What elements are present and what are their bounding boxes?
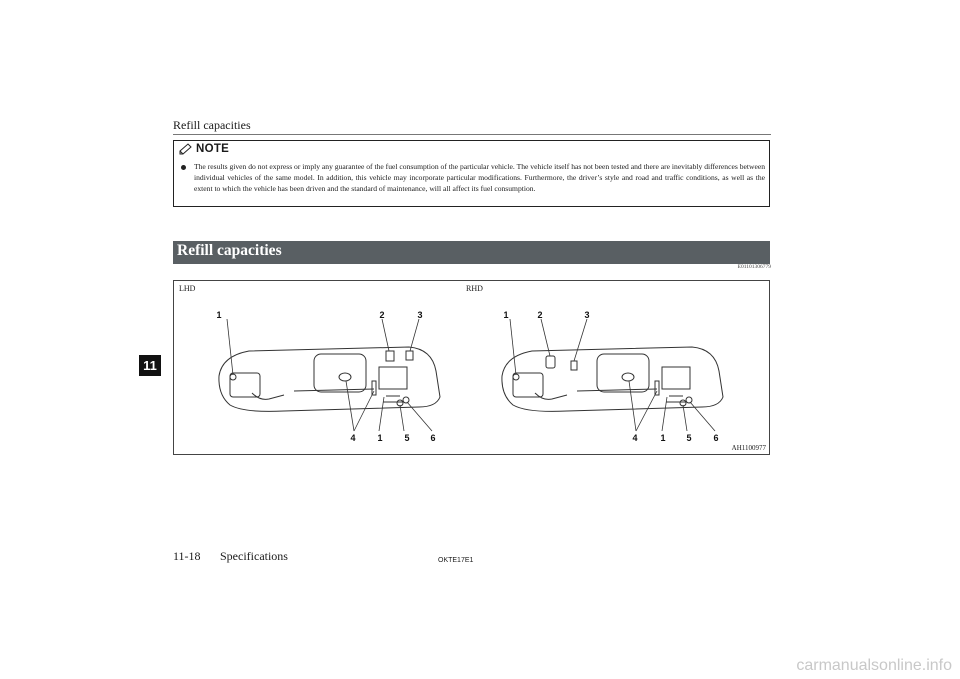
note-heading — [179, 143, 229, 155]
lhd-label: LHD — [179, 284, 196, 293]
lhd-callout-bottom-6: 6 — [430, 433, 436, 443]
page-number: 11-18 — [173, 549, 201, 563]
rhd-callout-bottom-1: 1 — [660, 433, 666, 443]
watermark: carmanualsonline.info — [796, 657, 952, 674]
rhd-callout-top-3: 3 — [584, 310, 590, 320]
lhd-callout-bottom-5: 5 — [404, 433, 410, 443]
rhd-callout-bottom-4: 4 — [632, 433, 638, 443]
footer-section-name: Specifications — [220, 549, 288, 563]
lhd-leader-lines — [227, 319, 432, 431]
section-title-bar — [173, 241, 770, 264]
engine-compartment-diagram — [173, 280, 770, 455]
rhd-leader-lines — [510, 319, 715, 431]
lhd-callout-bottom-1: 1 — [377, 433, 383, 443]
reference-code: E01101306779 — [737, 264, 771, 270]
note-pencil-icon — [179, 143, 193, 155]
rhd-callout-top-2: 2 — [537, 310, 543, 320]
figure-code: AH1100977 — [731, 444, 766, 452]
footer-doc-code: OKTE17E1 — [438, 557, 474, 564]
header-rule — [173, 134, 771, 135]
rhd-callout-top-1: 1 — [503, 310, 509, 320]
bullet-icon — [181, 165, 186, 170]
rhd-callout-bottom-5: 5 — [686, 433, 692, 443]
rhd-engine-drawing — [502, 347, 723, 411]
note-text: The results given do not express or imply any guarantee of the fuel consumption of the particular vehicle. The vehicle itself has not been tested and there are inevitably differences between individual vehicles of the same model. In addition, this vehicle may incorporate particular modifications. Furthermore, the driver’s style and road and traffic conditions, as well as the extent to which the vehicle has been driven and the standard of maintenance, will all affect its fuel consumption. — [194, 162, 765, 194]
note-label: NOTE — [196, 143, 230, 155]
section-title: Refill capacities — [177, 242, 282, 259]
lhd-callout-bottom-4: 4 — [350, 433, 356, 443]
lhd-callout-top-1: 1 — [216, 310, 222, 320]
lhd-callout-top-3: 3 — [417, 310, 423, 320]
lhd-engine-drawing — [219, 347, 440, 411]
lhd-callout-top-2: 2 — [379, 310, 385, 320]
running-header: Refill capacities — [173, 118, 251, 132]
rhd-callout-bottom-6: 6 — [713, 433, 719, 443]
engine-compartment-illustration — [174, 281, 771, 456]
callout-numbers — [216, 310, 718, 443]
note-box — [173, 140, 770, 207]
chapter-tab: 11 — [139, 355, 161, 376]
rhd-label: RHD — [466, 284, 483, 293]
